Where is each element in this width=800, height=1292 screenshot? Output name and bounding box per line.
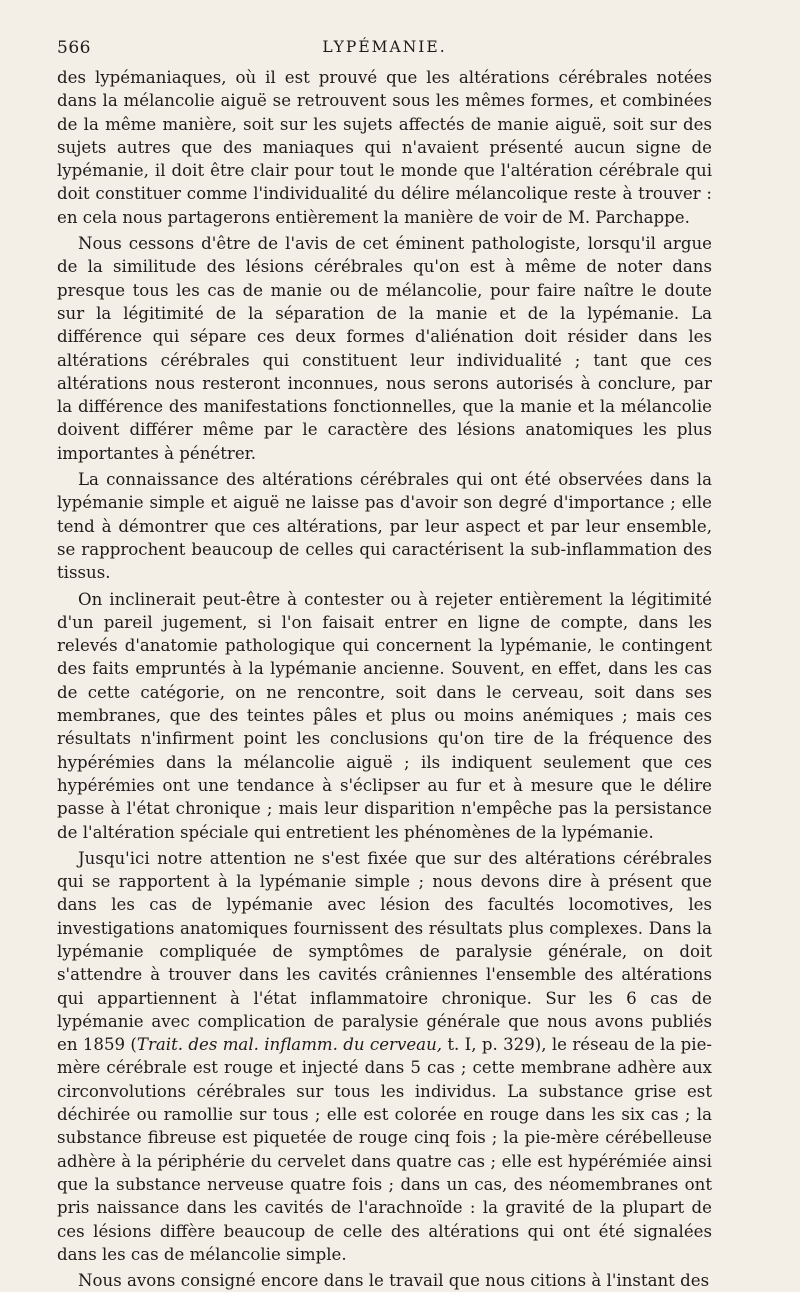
- page-header: [57, 34, 712, 66]
- paragraph-2: Nous cessons d'être de l'avis de cet éminent pathologiste, lorsqu'il argue de la similitude des lésions cérébrales qu'on est à même de noter dans presque tous les cas de manie ou de mélancolie, pour faire naître le doute sur la légitimité de la séparation de la manie et de la lypémanie. La différence qui sépare ces deux formes d'aliénation doit résider dans les altérations cérébrales qui constituent leur individualité ; tant que ces altérations nous resteront inconnues, nous serons autorisés à conclure, par la différence des manifestations fonctionnelles, que la manie et la mélancolie doivent différer même par le caractère des lésions anatomiques les plus importantes à pénétrer.: [57, 234, 712, 463]
- citation-title: Trait. des mal. inflamm. du cerveau,: [136, 1035, 443, 1055]
- paragraph-3: La connaissance des altérations cérébrales qui ont été observées dans la lypémanie simple et aiguë ne laisse pas d'avoir son degré d'importance ; elle tend à démontrer que ces altérations, par leur aspect et par leur ensemble, se rapprochent beaucoup de celles qui caractérisent la sub-inflammation des tissus.: [57, 470, 712, 583]
- paragraph-5-text-a: Jusqu'ici notre attention ne s'est fixée que sur des altérations cérébrales qui se rapportent à la lypémanie simple ; nous devons dire à présent que dans les cas de lypémanie avec lésion des facultés locomotives, les investigations anatomiques fournissent des résultats plus complexes. Dans la lypémanie compliquée de symptômes de paralysie générale, on doit s'attendre à trouver dans les cavités crâniennes l'ensemble des altérations qui appartiennent à l'état inflammatoire chronique. Sur les 6 cas de lypémanie avec complication de paralysie générale que nous avons publiés en 1859 (: [57, 848, 712, 1055]
- paragraph-5-text-b: t. I, p. 329), le réseau de la pie-mère cérébrale est rouge et injecté dans 5 cas ; cette membrane adhère aux circonvolutions cérébrales sur tous les individus. La substance grise est déchirée ou ramollie sur tous ; elle est colorée en rouge dans les six cas ; la substance fibreuse est piquetée de rouge cinq fois ; la pie-mère cérébelleuse adhère à la périphérie du cervelet dans quatre cas ; elle est hypérémiée ainsi que la substance nerveuse quatre fois ; dans un cas, des néomembranes ont pris naissance dans les cavités de l'arachnoïde : la gravité de la plupart de ces lésions diffère beaucoup de celle des altérations qui ont été signalées dans les cas de mélancolie simple.: [57, 1035, 713, 1264]
- body-text: [57, 66, 712, 1292]
- running-title: LYPÉMANIE.: [322, 38, 447, 56]
- page-number: 566: [57, 38, 91, 58]
- paragraph-5: [57, 847, 712, 1266]
- paragraph-1: des lypémaniaques, où il est prouvé que les altérations cérébrales notées dans la mélancolie aiguë se retrouvent sous les mêmes formes, et combinées de la même manière, soit sur les sujets affectés de manie aiguë, soit sur des sujets autres que des maniaques qui n'avaient présenté aucun signe de lypémanie, il doit être clair pour tout le monde que l'altération cérébrale qui doit constituer comme l'individualité du délire mélancolique reste à trouver : en cela nous partagerons entièrement la manière de voir de M. Parchappe.: [57, 68, 712, 227]
- paragraph-6: Nous avons consigné encore dans le travail que nous citions à l'instant des: [78, 1271, 710, 1291]
- paragraph-4: On inclinerait peut-être à contester ou à rejeter entièrement la légitimité d'un pareil jugement, si l'on faisait entrer en ligne de compte, dans les relevés d'anatomie pathologique qui concernent la lypémanie, le contingent des faits empruntés à la lypémanie ancienne. Souvent, en effet, dans les cas de cette catégorie, on ne rencontre, soit dans le cerveau, soit dans ses membranes, que des teintes pâles et plus ou moins anémiques ; mais ces résultats n'infirment point les conclusions qu'on tire de la fréquence des hypérémies dans la mélancolie aiguë ; ils indiquent seulement que ces hypérémies ont une tendance à s'éclipser au fur et à mesure que le délire passe à l'état chronique ; mais leur disparition n'empêche pas la persistance de l'altération spéciale qui entretient les phénomènes de la lypémanie.: [57, 589, 712, 842]
